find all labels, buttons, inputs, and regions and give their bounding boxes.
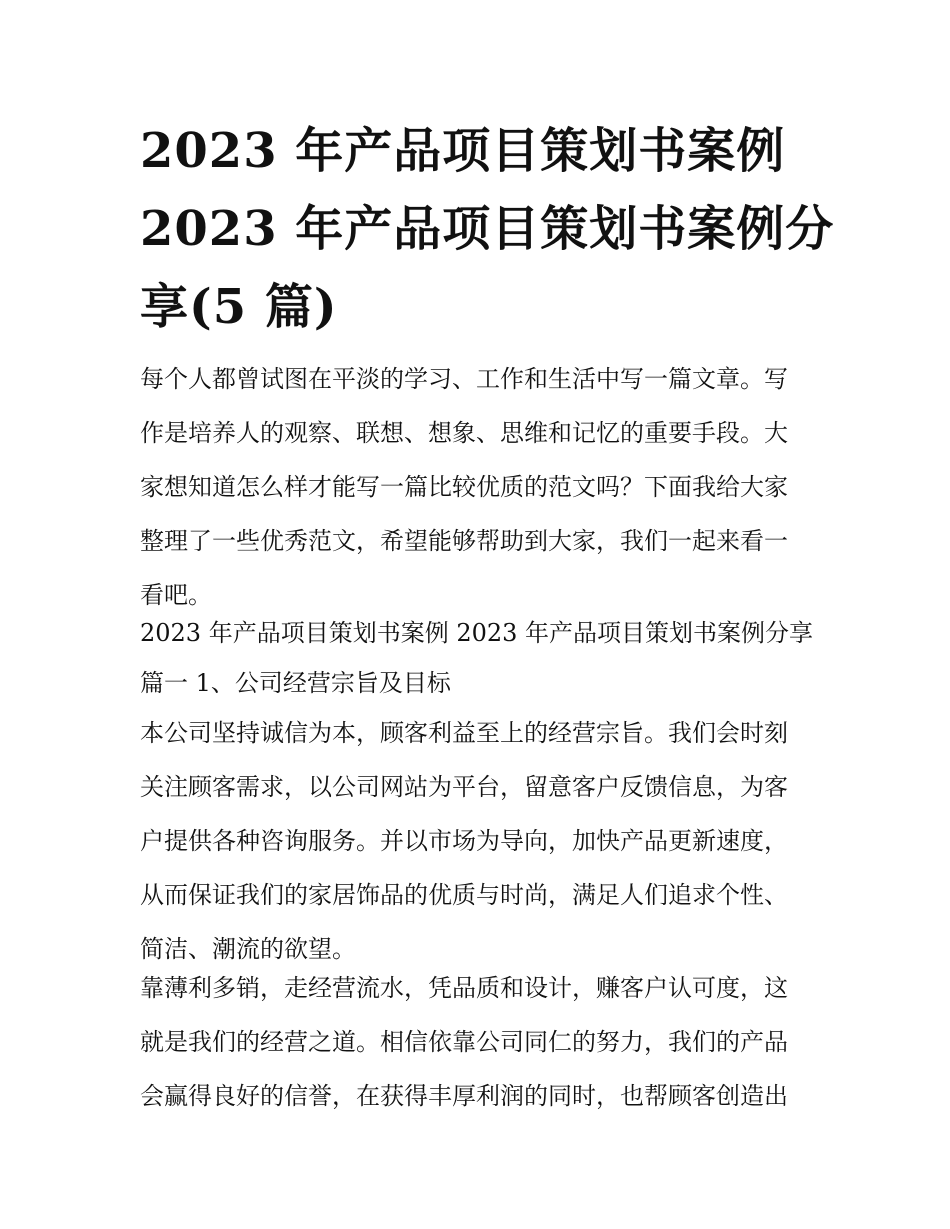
body-line: 靠薄利多销，走经营流水，凭品质和设计，赚客户认可度，这	[140, 974, 788, 1002]
body-line: 从而保证我们的家居饰品的优质与时尚，满足人们追求个性、	[140, 881, 788, 909]
body-line: 本公司坚持诚信为本，顾客利益至上的经营宗旨。我们会时刻	[140, 719, 788, 747]
document-title	[140, 112, 835, 346]
body-line: 简洁、潮流的欲望。	[140, 935, 356, 963]
body-paragraph-2	[140, 961, 830, 1123]
intro-line: 家想知道怎么样才能写一篇比较优质的范文吗？下面我给大家	[140, 473, 788, 501]
intro-line: 作是培养人的观察、联想、想象、思维和记忆的重要手段。大	[140, 419, 788, 447]
section-heading: 篇一 1、公司经营宗旨及目标	[140, 669, 451, 697]
subtitle-line: 2023 年产品项目策划书案例 2023 年产品项目策划书案例分享	[140, 619, 814, 647]
intro-line: 每个人都曾试图在平淡的学习、工作和生活中写一篇文章。写	[140, 365, 788, 393]
body-line: 户提供各种咨询服务。并以市场为导向，加快产品更新速度，	[140, 827, 788, 855]
title-line: 2023 年产品项目策划书案例	[140, 123, 786, 179]
body-paragraph-1	[140, 706, 830, 976]
title-line: 2023 年产品项目策划书案例分	[140, 201, 835, 257]
intro-paragraph	[140, 352, 830, 622]
body-line: 会赢得良好的信誉，在获得丰厚利润的同时，也帮顾客创造出	[140, 1082, 788, 1110]
intro-line: 整理了一些优秀范文，希望能够帮助到大家，我们一起来看一	[140, 527, 788, 555]
body-line: 就是我们的经营之道。相信依靠公司同仁的努力，我们的产品	[140, 1028, 788, 1056]
body-line: 关注顾客需求，以公司网站为平台，留意客户反馈信息，为客	[140, 773, 788, 801]
intro-line: 看吧。	[140, 581, 212, 609]
title-line: 享(5 篇)	[140, 279, 338, 335]
